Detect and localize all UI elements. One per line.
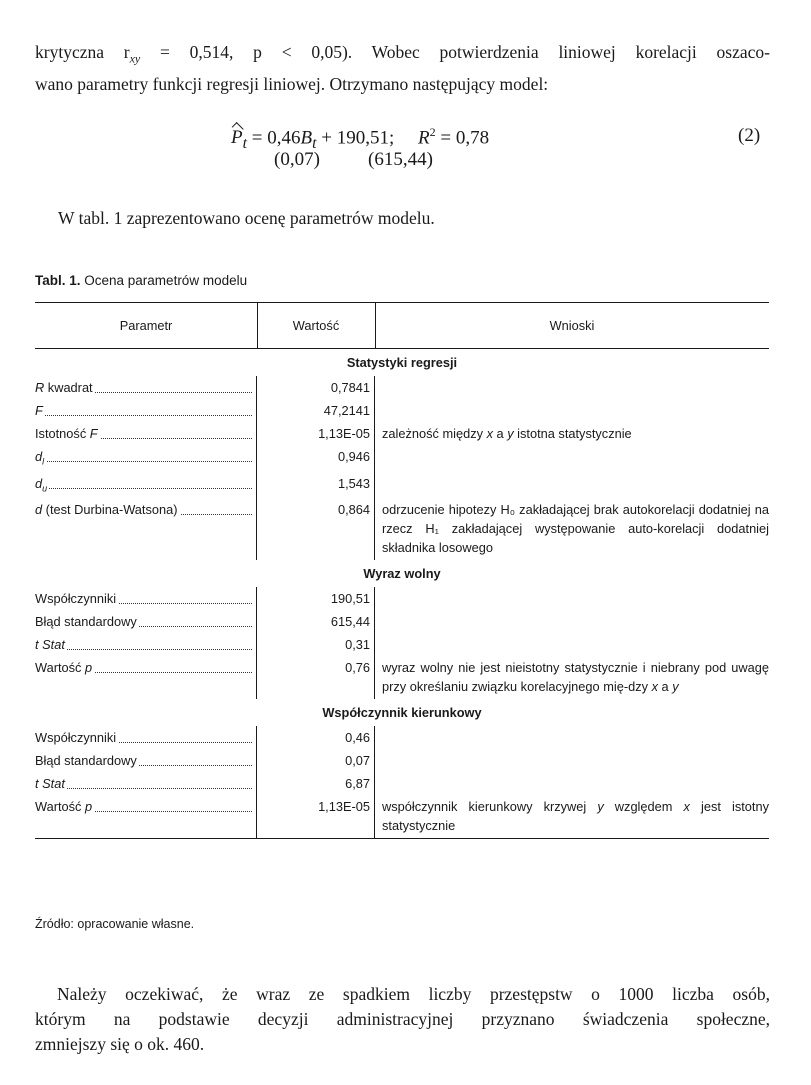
table-row: Wartość p 0,76 wyraz wolny nie jest nieistotny statystycznie i niebrany pod uwagę przy określaniu związku korelacyjnego mię-dzy x a y [35,656,769,699]
closing-paragraph [35,982,770,1057]
table-row: t Stat 6,87 [35,772,769,795]
table-bottom-rule [35,838,769,839]
table-row: Współczynniki 190,51 [35,587,769,610]
table-row: Istotność F 1,13E-05 zależność między x a y istotna statystycznie [35,422,769,445]
header-wartosc: Wartość [257,303,376,348]
table-row: F 47,2141 [35,399,769,422]
parameters-table [35,302,769,839]
standard-error-slope: (0,07) [274,149,320,170]
closing-line-3: zmniejszy się o ok. 460. [35,1034,205,1054]
closing-line-1: Należy oczekiwać, że wraz ze spadkiem liczby przestępstw o 1000 liczba osób, [57,984,770,1004]
closing-line-2: którym na podstawie decyzji administracyjnej przyznano świadczenia społeczne, [35,1009,770,1029]
table-header [35,302,769,349]
intro-line-1: krytyczna $r_{xy} = 0,514$, p < 0,05). Wobec potwierdzenia liniowej korelacji oszaco- [35,42,770,66]
table-intro: W tabl. 1 zaprezentowano ocenę parametrów modelu. [58,208,435,228]
section-title: Statystyki regresji [346,355,458,370]
table-row: d (test Durbina-Watsona) 0,864 odrzucenie hipotezy H₀ zakładającej brak autokorelacji dodatniej na rzecz H₁ zakładającej występowanie auto-korelacji dodatniej składnika losowego [35,498,769,560]
header-parametr: Parametr [35,303,258,348]
table-row: Błąd standardowy 0,07 [35,749,769,772]
equation-number: (2) [738,125,761,146]
table-row: t Stat 0,31 [35,633,769,656]
equation-main: $P_t = 0,46B_t + 190,51$; $R^2 = 0,78$ [231,125,490,153]
table-caption [35,273,247,288]
header-wnioski: Wnioski [549,318,595,333]
table-row: Współczynniki 0,46 [35,726,769,749]
table-row: R kwadrat 0,7841 [35,376,769,399]
caption-label: Tabl. 1. [35,273,81,288]
note-slope: współczynnik kierunkowy krzywej y względem x jest istotny statystycznie [382,799,769,834]
intro-line-2: wano parametry funkcji regresji liniowej. Otrzymano następujący model: [35,73,549,94]
note-significance: zależność między x a y istotna statystycznie [382,426,632,441]
standard-error-intercept: (615,44) [368,149,433,170]
table-row: $d_u$ 1,543 [35,472,769,499]
intro-paragraph [35,40,770,97]
table-row: $d_l$ 0,946 [35,445,769,472]
caption-text: Ocena parametrów modelu [80,273,248,288]
section-title: Wyraz wolny [363,566,441,582]
table-row: Błąd standardowy 615,44 [35,610,769,633]
section-title: Współczynnik kierunkowy [322,705,482,721]
table-row: Wartość p 1,13E-05 współczynnik kierunkowy krzywej y względem x jest istotny statystycznie [35,795,769,838]
note-intercept: wyraz wolny nie jest nieistotny statystycznie i niebrany pod uwagę przy określaniu związku korelacyjnego mię-dzy x a y [382,660,769,695]
table-source: Źródło: opracowanie własne. [35,917,195,931]
